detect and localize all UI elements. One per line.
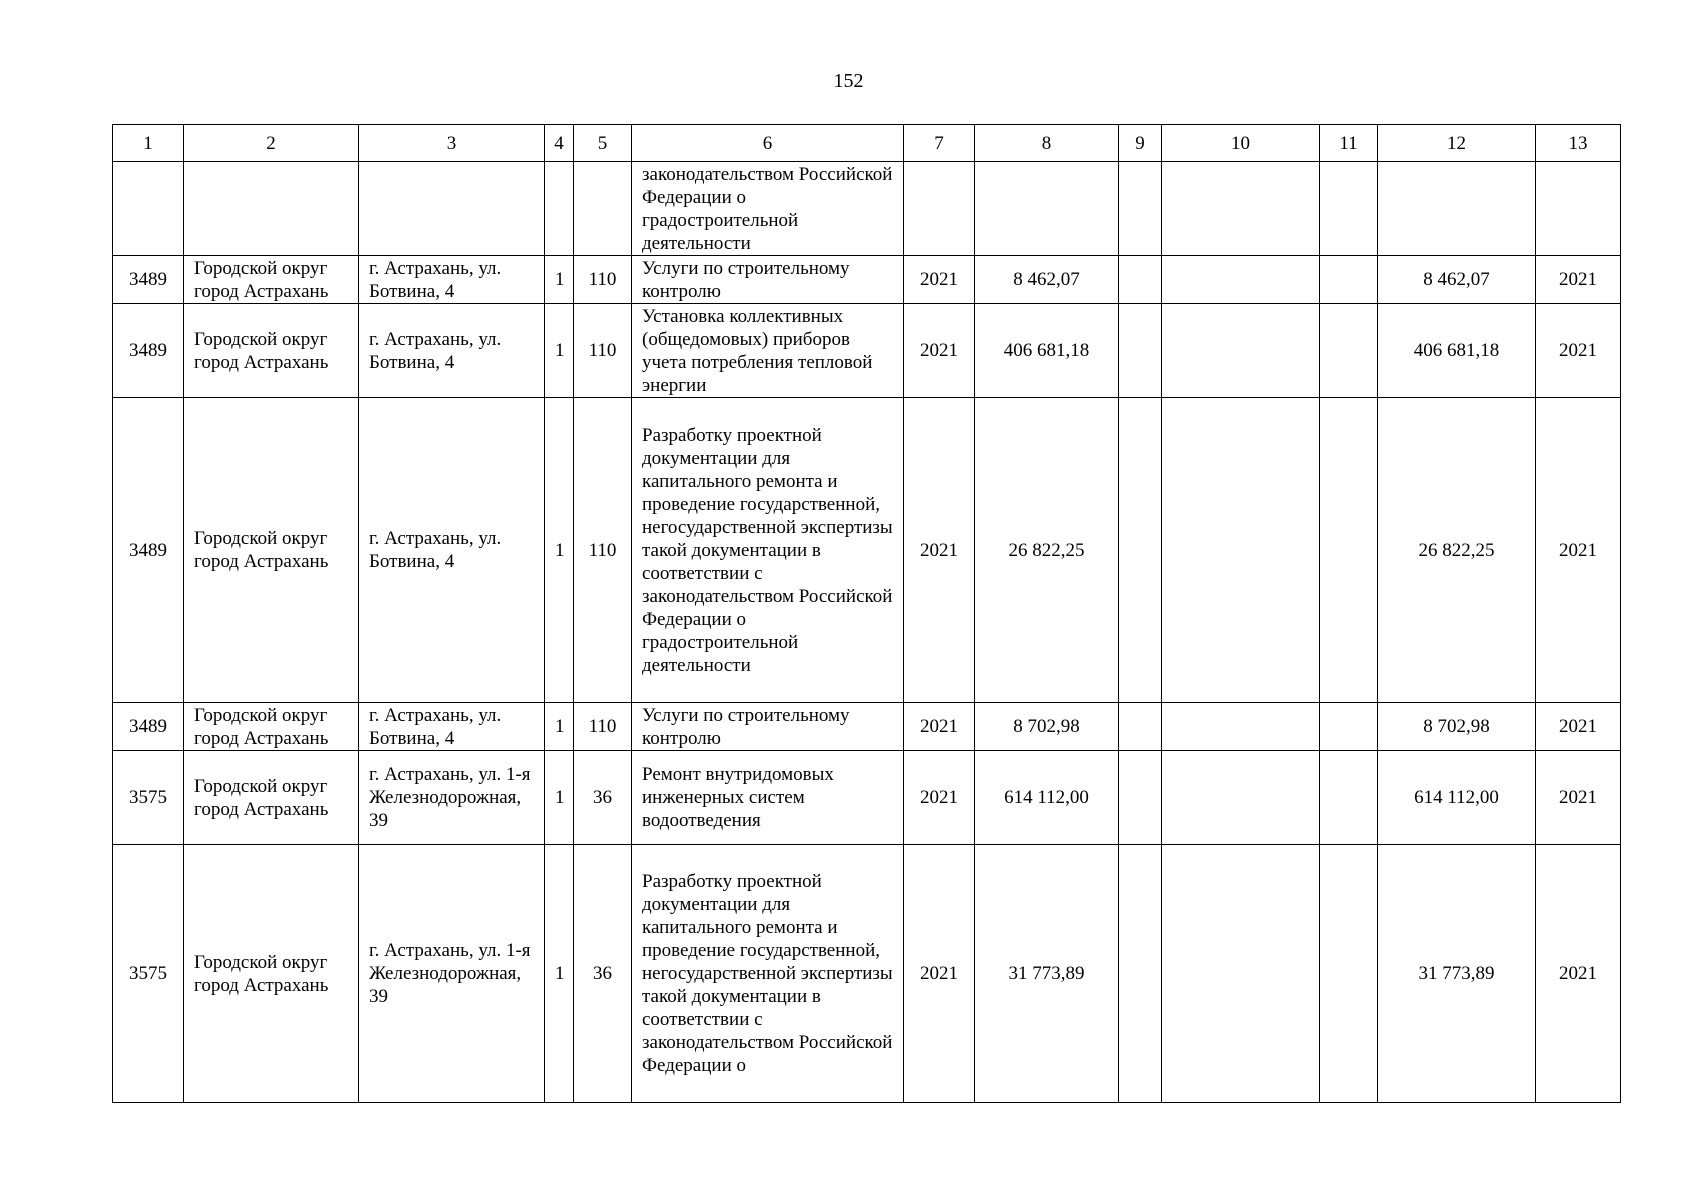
cell-col10 <box>1162 398 1320 703</box>
cell-work-type: Услуги по строительному контролю <box>632 256 904 304</box>
column-header: 4 <box>545 125 574 162</box>
cell-col10 <box>1162 162 1320 256</box>
register-table <box>112 124 1621 1103</box>
table-row <box>113 845 1621 1103</box>
cell-col11 <box>1320 304 1378 398</box>
cell-municipality: Городской округ город Астрахань <box>184 845 359 1103</box>
cell-id: 3489 <box>113 304 184 398</box>
cell-col10 <box>1162 256 1320 304</box>
cell-col4: 1 <box>545 751 574 845</box>
cell-address: г. Астрахань, ул. 1-я Железнодорожная, 39 <box>359 845 545 1103</box>
cell-municipality: Городской округ город Астрахань <box>184 751 359 845</box>
cell-col13: 2021 <box>1536 703 1621 751</box>
cell-col13 <box>1536 162 1621 256</box>
cell-col12 <box>1378 162 1536 256</box>
cell-col9 <box>1119 304 1162 398</box>
cell-address: г. Астрахань, ул. 1-я Железнодорожная, 39 <box>359 751 545 845</box>
column-header: 8 <box>975 125 1119 162</box>
cell-col12: 26 822,25 <box>1378 398 1536 703</box>
cell-year: 2021 <box>904 304 975 398</box>
cell-cost: 8 702,98 <box>975 703 1119 751</box>
cell-address: г. Астрахань, ул. Ботвина, 4 <box>359 703 545 751</box>
cell-col9 <box>1119 751 1162 845</box>
cell-id: 3489 <box>113 256 184 304</box>
cell-municipality <box>184 162 359 256</box>
cell-id: 3489 <box>113 703 184 751</box>
cell-col13: 2021 <box>1536 398 1621 703</box>
column-header: 10 <box>1162 125 1320 162</box>
cell-col9 <box>1119 256 1162 304</box>
cell-col11 <box>1320 256 1378 304</box>
cell-col5: 110 <box>574 703 632 751</box>
cell-cost: 614 112,00 <box>975 751 1119 845</box>
cell-cost: 406 681,18 <box>975 304 1119 398</box>
cell-col11 <box>1320 845 1378 1103</box>
table-row <box>113 304 1621 398</box>
column-header: 12 <box>1378 125 1536 162</box>
cell-col5: 110 <box>574 304 632 398</box>
cell-municipality: Городской округ город Астрахань <box>184 304 359 398</box>
cell-col12: 406 681,18 <box>1378 304 1536 398</box>
cell-col11 <box>1320 703 1378 751</box>
cell-address: г. Астрахань, ул. Ботвина, 4 <box>359 304 545 398</box>
cell-col9 <box>1119 162 1162 256</box>
cell-col5: 110 <box>574 256 632 304</box>
cell-work-type: Разработку проектной документации для капитального ремонта и проведение государственной, негосударственной экспертизы такой документации в соответствии с законодательством Российской Федерации о <box>632 845 904 1103</box>
cell-col4: 1 <box>545 256 574 304</box>
cell-col13: 2021 <box>1536 304 1621 398</box>
cell-id <box>113 162 184 256</box>
cell-col12: 614 112,00 <box>1378 751 1536 845</box>
column-header: 6 <box>632 125 904 162</box>
cell-municipality: Городской округ город Астрахань <box>184 703 359 751</box>
cell-col10 <box>1162 703 1320 751</box>
column-header: 3 <box>359 125 545 162</box>
header-row <box>113 125 1621 162</box>
cell-work-type: Услуги по строительному контролю <box>632 703 904 751</box>
cell-col9 <box>1119 845 1162 1103</box>
cell-col9 <box>1119 703 1162 751</box>
page-number: 152 <box>833 70 864 92</box>
column-header: 5 <box>574 125 632 162</box>
cell-col4: 1 <box>545 845 574 1103</box>
cell-id: 3575 <box>113 845 184 1103</box>
cell-address: г. Астрахань, ул. Ботвина, 4 <box>359 398 545 703</box>
cell-col4: 1 <box>545 304 574 398</box>
cell-year <box>904 162 975 256</box>
cell-cost: 26 822,25 <box>975 398 1119 703</box>
cell-col10 <box>1162 304 1320 398</box>
table-row <box>113 162 1621 256</box>
cell-address <box>359 162 545 256</box>
cell-cost <box>975 162 1119 256</box>
cell-municipality: Городской округ город Астрахань <box>184 256 359 304</box>
column-header: 2 <box>184 125 359 162</box>
table-row <box>113 751 1621 845</box>
cell-col5: 110 <box>574 398 632 703</box>
cell-col10 <box>1162 751 1320 845</box>
cell-year: 2021 <box>904 845 975 1103</box>
cell-col13: 2021 <box>1536 845 1621 1103</box>
cell-col4: 1 <box>545 703 574 751</box>
cell-col13: 2021 <box>1536 751 1621 845</box>
cell-col12: 8 462,07 <box>1378 256 1536 304</box>
cell-col11 <box>1320 751 1378 845</box>
column-header: 7 <box>904 125 975 162</box>
cell-work-type: Ремонт внутридомовых инженерных систем водоотведения <box>632 751 904 845</box>
cell-cost: 8 462,07 <box>975 256 1119 304</box>
cell-col5: 36 <box>574 751 632 845</box>
cell-col12: 31 773,89 <box>1378 845 1536 1103</box>
cell-municipality: Городской округ город Астрахань <box>184 398 359 703</box>
cell-work-type: законодательством Российской Федерации о градостроительной деятельности <box>632 162 904 256</box>
cell-work-type: Установка коллективных (общедомовых) приборов учета потребления тепловой энергии <box>632 304 904 398</box>
cell-col5: 36 <box>574 845 632 1103</box>
cell-col9 <box>1119 398 1162 703</box>
column-header: 9 <box>1119 125 1162 162</box>
column-header: 13 <box>1536 125 1621 162</box>
cell-col4 <box>545 162 574 256</box>
table-row <box>113 703 1621 751</box>
cell-year: 2021 <box>904 256 975 304</box>
cell-cost: 31 773,89 <box>975 845 1119 1103</box>
cell-col11 <box>1320 162 1378 256</box>
cell-col13: 2021 <box>1536 256 1621 304</box>
cell-col4: 1 <box>545 398 574 703</box>
cell-address: г. Астрахань, ул. Ботвина, 4 <box>359 256 545 304</box>
cell-id: 3489 <box>113 398 184 703</box>
table-row <box>113 398 1621 703</box>
table-row <box>113 256 1621 304</box>
cell-work-type: Разработку проектной документации для капитального ремонта и проведение государственной, негосударственной экспертизы такой документации в соответствии с законодательством Российской Федерации о градостроительной деятельности <box>632 398 904 703</box>
cell-year: 2021 <box>904 751 975 845</box>
cell-id: 3575 <box>113 751 184 845</box>
cell-col12: 8 702,98 <box>1378 703 1536 751</box>
column-header: 1 <box>113 125 184 162</box>
cell-col11 <box>1320 398 1378 703</box>
cell-col5 <box>574 162 632 256</box>
column-header: 11 <box>1320 125 1378 162</box>
cell-year: 2021 <box>904 703 975 751</box>
cell-col10 <box>1162 845 1320 1103</box>
cell-year: 2021 <box>904 398 975 703</box>
